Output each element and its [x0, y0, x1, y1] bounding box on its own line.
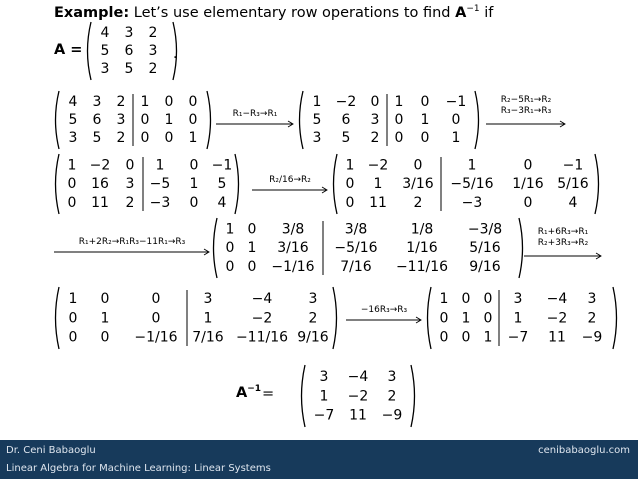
left-parenthesis — [428, 287, 432, 349]
left-parenthesis — [334, 154, 338, 214]
matrix-entry: 1 — [373, 176, 383, 193]
row-operation-label: R₂/16→R₂ — [269, 175, 311, 185]
matrix-entry: 5/16 — [557, 176, 589, 193]
matrix-entry: 1 — [345, 157, 355, 174]
arrow-line — [486, 121, 565, 127]
augmented-matrix-step-7 — [424, 285, 620, 351]
example-target: A — [455, 4, 467, 21]
matrix-entry: 3 — [312, 129, 322, 146]
matrix-entry: 0 — [67, 176, 77, 193]
matrix-entry: 1 — [189, 176, 199, 193]
matrix-entry: 1 — [467, 157, 477, 174]
augmented-matrix-step-1 — [52, 89, 214, 151]
matrix-entry: 0 — [461, 290, 471, 307]
matrix-entry: −5/16 — [334, 240, 378, 257]
footer-bar — [0, 440, 638, 479]
example-text: Let’s use elementary row operations to find — [133, 4, 451, 21]
matrix-entry: 1 — [203, 310, 213, 327]
matrix-entry: −1/16 — [271, 258, 315, 275]
matrix-entry: 1 — [140, 93, 150, 110]
footer-site: cenibabaoglu.com — [538, 445, 630, 456]
matrix-entry: 0 — [188, 93, 198, 110]
matrix-entry: 0 — [151, 310, 161, 327]
matrix-entry: 3 — [124, 24, 134, 41]
matrix-entry: 0 — [420, 93, 430, 110]
matrix-entry: 5 — [217, 176, 227, 193]
arrow-line — [252, 187, 327, 193]
right-parenthesis — [207, 91, 211, 149]
matrix-entry: 0 — [451, 111, 461, 128]
matrix-entry: 2 — [125, 194, 135, 211]
matrix-entry: 1 — [420, 111, 430, 128]
augmented-matrix-step-6 — [52, 285, 340, 351]
left-parenthesis — [300, 91, 304, 149]
inverse-equals: = — [262, 386, 275, 402]
matrix-entry: 0 — [523, 157, 533, 174]
matrix-entry: 1 — [225, 221, 235, 238]
row-operation-label: R₁−R₃→R₁ — [232, 109, 278, 119]
right-parenthesis — [613, 287, 617, 349]
left-parenthesis — [56, 91, 60, 149]
matrix-entry: 0 — [68, 310, 78, 327]
left-parenthesis — [56, 287, 60, 349]
example-target-exponent: −1 — [466, 4, 480, 14]
matrix-entry: 1/16 — [512, 176, 544, 193]
matrix-entry: 2 — [387, 388, 397, 405]
matrix-entry: 1 — [100, 310, 110, 327]
matrix-entry: 1 — [461, 310, 471, 327]
matrix-entry: 1 — [247, 240, 257, 257]
left-parenthesis — [88, 22, 92, 80]
row-operation-label: R₃−3R₁→R₃ — [500, 106, 552, 116]
matrix-entry: 3 — [148, 42, 158, 59]
row-op-arrow-6 — [344, 296, 424, 326]
matrix-entry: 3 — [513, 290, 523, 307]
matrix-entry: 0 — [345, 176, 355, 193]
matrix-entry: 6 — [124, 42, 134, 59]
matrix-entry: −9 — [381, 407, 403, 424]
matrix-entry: 3 — [68, 129, 78, 146]
matrix-entry: 0 — [394, 129, 404, 146]
row-operation-label: R₁+2R₂→R₁R₃−11R₁→R₃ — [78, 237, 186, 247]
matrix-entry: 2 — [308, 310, 318, 327]
row-operation-label: R₁+6R₃→R₁ — [537, 227, 589, 237]
matrix-entry: 4 — [68, 93, 78, 110]
matrix-entry: −7 — [507, 329, 529, 346]
matrix-entry: 0 — [420, 129, 430, 146]
matrix-entry: 4 — [568, 194, 578, 211]
row-op-arrow-4 — [52, 228, 212, 258]
arrow-line — [54, 249, 209, 255]
matrix-entry: 0 — [483, 290, 493, 307]
matrix-entry: 0 — [247, 221, 257, 238]
row-op-arrow-3 — [250, 166, 330, 196]
matrix-entry: 3/16 — [277, 240, 309, 257]
inverse-lhs: $A^{-1}$ — [236, 384, 262, 401]
matrix-entry: −2 — [347, 388, 369, 405]
matrix-entry: 2 — [116, 129, 126, 146]
matrix-entry: 0 — [100, 290, 110, 307]
matrix-entry: 3/8 — [281, 221, 305, 238]
matrix-entry: 0 — [125, 157, 135, 174]
row-op-arrow-1 — [214, 100, 296, 130]
matrix-entry: −11/16 — [235, 329, 289, 346]
matrix-entry: 6 — [341, 111, 351, 128]
matrix-entry: 3 — [100, 60, 110, 77]
footer-author: Dr. Ceni Babaoglu — [6, 445, 96, 456]
matrix-entry: 0 — [370, 93, 380, 110]
left-parenthesis — [302, 365, 306, 427]
matrix-entry: 7/16 — [340, 258, 372, 275]
matrix-entry: 1 — [67, 157, 77, 174]
matrix-entry: 2 — [116, 93, 126, 110]
matrix-entry: 11 — [548, 329, 566, 346]
matrix-entry: −1 — [562, 157, 584, 174]
matrix-entry: 1/8 — [410, 221, 434, 238]
left-parenthesis — [56, 154, 60, 214]
matrix-entry: −5 — [149, 176, 171, 193]
matrix-entry: 0 — [225, 240, 235, 257]
matrix-entry: 5 — [100, 42, 110, 59]
matrix-entry: −3 — [149, 194, 171, 211]
matrix-entry: 5 — [312, 111, 322, 128]
right-parenthesis — [595, 154, 599, 214]
matrix-entry: −5/16 — [450, 176, 494, 193]
matrix-entry: 2 — [413, 194, 423, 211]
example-tail: if — [484, 4, 494, 21]
matrix-entry: 0 — [140, 111, 150, 128]
matrix-entry: 11 — [369, 194, 387, 211]
augmented-matrix-step-3 — [52, 152, 242, 216]
matrix-a-lhs: A = — [54, 42, 83, 58]
matrix-entry: 0 — [140, 129, 150, 146]
matrix-entry: 0 — [164, 93, 174, 110]
matrix-entry: 1 — [155, 157, 165, 174]
matrix-entry: 3/16 — [402, 176, 434, 193]
row-op-arrow-2 — [484, 92, 568, 130]
matrix-entry: −1 — [211, 157, 233, 174]
matrix-entry: 3/8 — [344, 221, 368, 238]
matrix-entry: 1 — [188, 129, 198, 146]
matrix-entry: 4 — [100, 24, 110, 41]
matrix-entry: 2 — [148, 24, 158, 41]
matrix-entry: −1 — [445, 93, 467, 110]
matrix-entry: 0 — [439, 310, 449, 327]
matrix-entry: 2 — [370, 129, 380, 146]
matrix-entry: 5 — [92, 129, 102, 146]
matrix-entry: 0 — [483, 310, 493, 327]
matrix-entry: 5 — [341, 129, 351, 146]
arrow-line — [524, 253, 601, 259]
matrix-entry: 1 — [312, 93, 322, 110]
matrix-entry: 4 — [217, 194, 227, 211]
matrix-entry: 0 — [247, 258, 257, 275]
matrix-entry: 3 — [319, 368, 329, 385]
matrix-entry: 1/16 — [406, 240, 438, 257]
matrix-entry: 0 — [461, 329, 471, 346]
matrix-entry: −4 — [347, 368, 369, 385]
matrix-entry: 0 — [68, 329, 78, 346]
matrix-entry: 0 — [345, 194, 355, 211]
matrix-entry: −2 — [335, 93, 357, 110]
augmented-matrix-step-2 — [296, 89, 482, 151]
matrix-entry: −4 — [546, 290, 568, 307]
matrix-entry: 3 — [308, 290, 318, 307]
matrix-entry: 1 — [483, 329, 493, 346]
matrix-entry: −4 — [251, 290, 273, 307]
matrix-entry: 2 — [148, 60, 158, 77]
matrix-entry: 1 — [513, 310, 523, 327]
matrix-entry: 0 — [225, 258, 235, 275]
matrix-entry: −1/16 — [134, 329, 178, 346]
augmented-matrix-step-5 — [210, 216, 526, 280]
matrix-entry: 3 — [387, 368, 397, 385]
matrix-entry: 0 — [394, 111, 404, 128]
matrix-entry: 0 — [189, 194, 199, 211]
matrix-entry: 0 — [189, 157, 199, 174]
row-operation-label: R₂+3R₃→R₂ — [537, 238, 589, 248]
matrix-entry: 2 — [587, 310, 597, 327]
inverse-matrix — [298, 363, 418, 429]
matrix-entry: 0 — [67, 194, 77, 211]
row-operation-label: R₂−5R₁→R₂ — [500, 95, 552, 105]
matrix-entry: 11 — [91, 194, 109, 211]
footer-course: Linear Algebra for Machine Learning: Linear Systems — [6, 463, 271, 474]
matrix-entry: −2 — [367, 157, 389, 174]
example-line — [54, 4, 493, 21]
matrix-entry: 0 — [164, 129, 174, 146]
row-op-arrow-5 — [522, 224, 604, 262]
matrix-entry: 9/16 — [297, 329, 329, 346]
example-label: Example: — [54, 4, 130, 21]
matrix-entry: 0 — [151, 290, 161, 307]
right-parenthesis — [475, 91, 479, 149]
matrix-entry: 1 — [451, 129, 461, 146]
matrix-entry: 16 — [91, 176, 109, 193]
matrix-entry: −3/8 — [467, 221, 503, 238]
matrix-entry: 0 — [100, 329, 110, 346]
left-parenthesis — [214, 218, 218, 278]
right-parenthesis — [411, 365, 415, 427]
arrow-line — [346, 317, 421, 323]
matrix-entry: −2 — [251, 310, 273, 327]
matrix-entry: 5 — [68, 111, 78, 128]
matrix-entry: 3 — [116, 111, 126, 128]
matrix-entry: 3 — [587, 290, 597, 307]
arrow-line — [216, 121, 293, 127]
matrix-entry: 1 — [439, 290, 449, 307]
matrix-entry: −3 — [461, 194, 483, 211]
matrix-entry: 1 — [394, 93, 404, 110]
right-parenthesis — [235, 154, 239, 214]
matrix-entry: −7 — [313, 407, 335, 424]
matrix-entry: 3 — [125, 176, 135, 193]
matrix-entry: 0 — [523, 194, 533, 211]
matrix-entry: 1 — [319, 388, 329, 405]
row-operation-label: −16R₃→R₃ — [360, 305, 408, 315]
matrix-entry: 3 — [92, 93, 102, 110]
matrix-entry: 3 — [203, 290, 213, 307]
matrix-entry: −9 — [581, 329, 603, 346]
period: . — [173, 46, 178, 62]
matrix-entry: 0 — [413, 157, 423, 174]
matrix-entry: −2 — [89, 157, 111, 174]
right-parenthesis — [333, 287, 337, 349]
matrix-entry: 3 — [370, 111, 380, 128]
augmented-matrix-step-4 — [330, 152, 602, 216]
matrix-entry: 6 — [92, 111, 102, 128]
matrix-entry: 0 — [439, 329, 449, 346]
matrix-entry: 1 — [164, 111, 174, 128]
matrix-a — [84, 20, 180, 82]
matrix-entry: 5 — [124, 60, 134, 77]
matrix-entry: 7/16 — [192, 329, 224, 346]
matrix-entry: −2 — [546, 310, 568, 327]
matrix-entry: 9/16 — [469, 258, 501, 275]
matrix-entry: 11 — [349, 407, 367, 424]
matrix-entry: 1 — [68, 290, 78, 307]
matrix-entry: 5/16 — [469, 240, 501, 257]
matrix-entry: 0 — [188, 111, 198, 128]
matrix-entry: −11/16 — [395, 258, 449, 275]
